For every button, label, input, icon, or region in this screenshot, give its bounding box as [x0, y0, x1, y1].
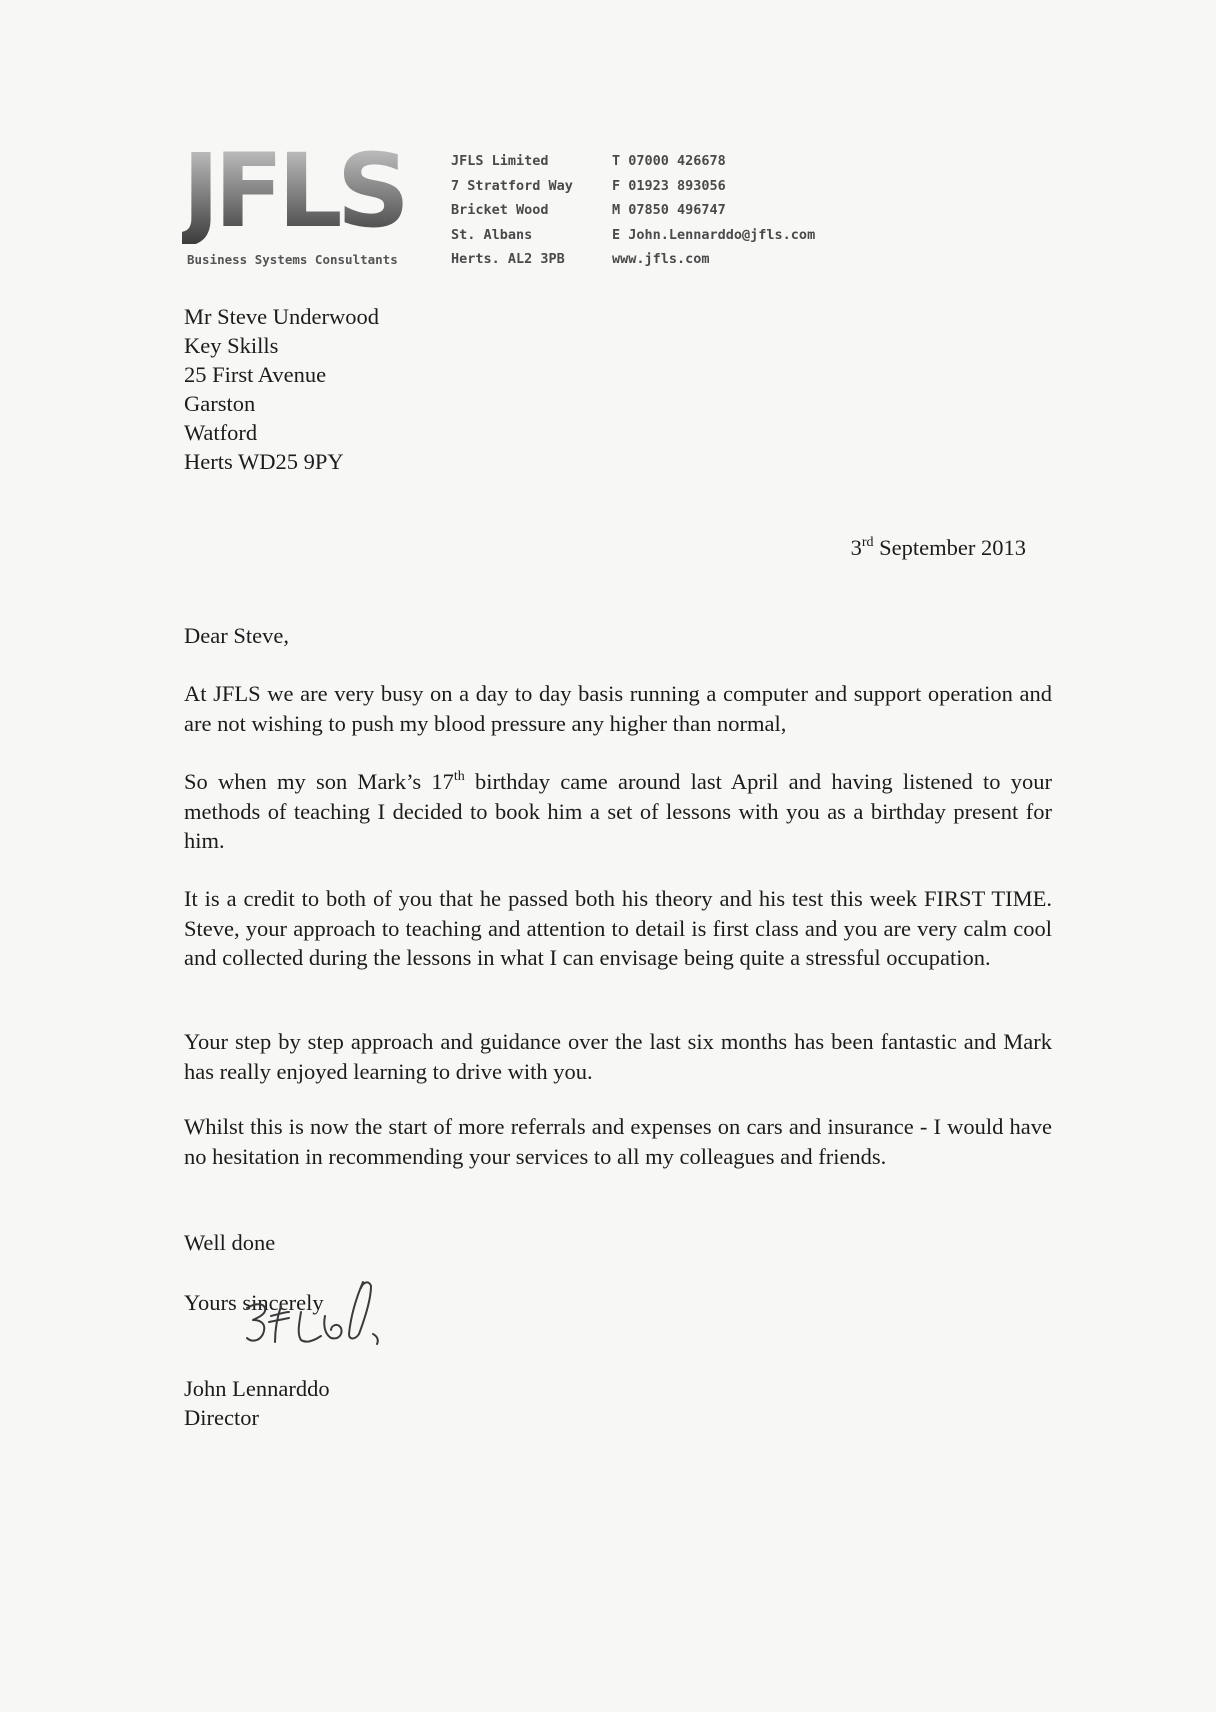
address-line: 7 Stratford Way — [451, 177, 573, 194]
paragraph-text: birthday came around last April and having listened to your methods of teaching I decided to book him a set of lessons with you as a birthday present for him. — [184, 769, 1053, 853]
date-rest: September 2013 — [873, 535, 1026, 560]
date-day: 3 — [850, 535, 862, 560]
address-line: Bricket Wood — [451, 202, 549, 218]
fax-line: F 01923 893056 — [612, 177, 726, 194]
body-paragraph-4: Your step by step approach and guidance over the last six months has been fantastic and Mark has really enjoyed learning to drive with you. — [184, 1029, 1052, 1084]
logo-wordmark: JFLS — [182, 132, 405, 251]
letter-date — [851, 533, 1026, 562]
address-line: Herts. AL2 3PB — [451, 251, 565, 267]
paragraph-text: So when my son Mark’s 17 — [184, 769, 454, 794]
recipient-line: Mr Steve Underwood — [184, 304, 379, 329]
company-address — [451, 149, 573, 272]
recipient-address — [184, 302, 379, 476]
body-paragraph-2 — [184, 767, 1052, 856]
logo-tagline: Business Systems Consultants — [187, 252, 398, 267]
signer-title: Director — [184, 1405, 259, 1430]
closing-remark: Well done — [184, 1230, 276, 1255]
recipient-line: Key Skills — [184, 333, 279, 358]
mobile-line: M 07850 496747 — [612, 202, 726, 218]
date-suffix: rd — [861, 535, 874, 550]
recipient-line: Garston — [184, 391, 256, 416]
company-logo — [180, 132, 405, 270]
telephone-line: T 07000 426678 — [612, 153, 726, 169]
body-paragraph-3: It is a credit to both of you that he passed both his theory and his test this week FIRST TIME. Steve, your approach to teaching and attention to detail is first class and you are very calm cool and collected during the lessons in what I can envisage being quite a stressful occupation. — [184, 886, 1052, 970]
website-line: www.jfls.com — [612, 251, 710, 267]
salutation: Dear Steve, — [184, 623, 289, 648]
address-line: JFLS Limited — [451, 153, 549, 169]
ordinal-suffix: th — [453, 769, 465, 784]
recipient-line: Watford — [184, 420, 258, 445]
sign-off: Yours sincerely — [184, 1290, 324, 1315]
handwritten-signature — [245, 1278, 425, 1368]
signer-name: John Lennarddo — [184, 1376, 330, 1401]
email-line: E John.Lennarddo@jfls.com — [612, 226, 816, 243]
company-contact — [612, 149, 815, 272]
recipient-line: Herts WD25 9PY — [184, 449, 344, 474]
recipient-line: 25 First Avenue — [184, 362, 327, 387]
address-line: St. Albans — [451, 226, 533, 243]
body-paragraph-1: At JFLS we are very busy on a day to day basis running a computer and support operation and are not wishing to push my blood pressure any higher than normal, — [184, 681, 1052, 736]
body-paragraph-5: Whilst this is now the start of more referrals and expenses on cars and insurance - I would have no hesitation in recommending your services to all my colleagues and friends. — [184, 1114, 1052, 1169]
letterhead — [180, 132, 840, 280]
